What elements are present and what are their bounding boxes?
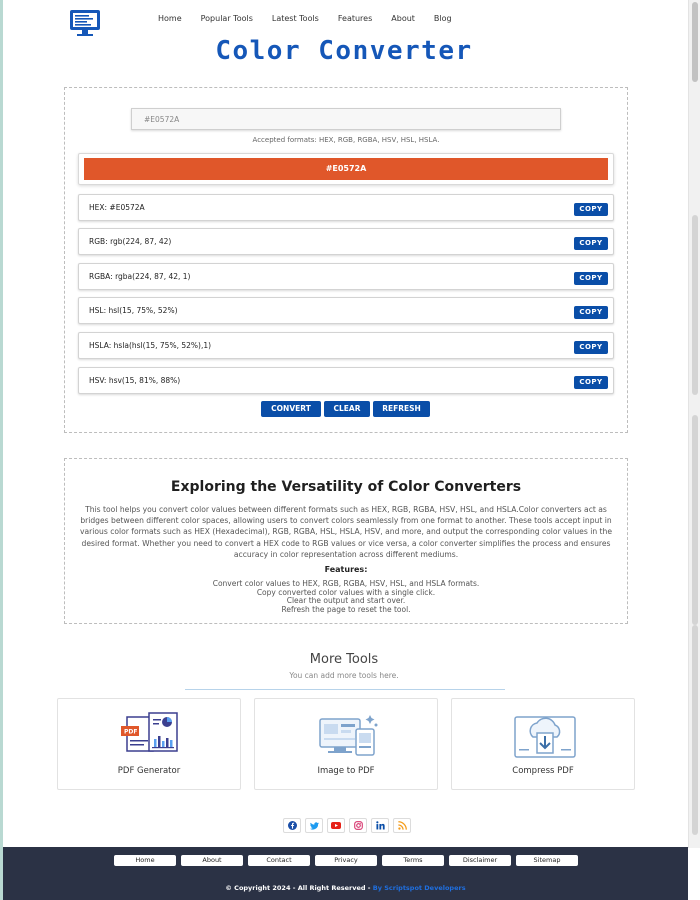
output-value-hsla: HSLA: hsla(hsl(15, 75%, 52%),1) xyxy=(89,341,212,350)
footer-link-about[interactable]: About xyxy=(181,855,243,866)
footer-link-privacy[interactable]: Privacy xyxy=(315,855,377,866)
output-value-rgb: RGB: rgb(224, 87, 42) xyxy=(89,237,172,246)
tool-label: Compress PDF xyxy=(512,766,574,776)
linkedin-icon[interactable] xyxy=(371,818,389,833)
site-header xyxy=(0,0,688,40)
footer-link-disclaimer[interactable]: Disclaimer xyxy=(449,855,511,866)
youtube-icon[interactable] xyxy=(327,818,345,833)
nav-home[interactable]: Home xyxy=(158,14,182,23)
output-row-hex xyxy=(78,194,614,221)
copyright-prefix: © Copyright 2024 - All Right Reserved - xyxy=(225,884,373,892)
output-value-hsv: HSV: hsv(15, 81%, 88%) xyxy=(89,376,181,385)
nav-about[interactable]: About xyxy=(391,14,415,23)
nav-features[interactable]: Features xyxy=(337,14,373,23)
feature-item: Convert color values to HEX, RGB, RGBA, HSV, HSL, and HSLA formats. xyxy=(212,579,480,588)
site-footer xyxy=(3,847,688,900)
tool-label: PDF Generator xyxy=(117,766,181,776)
features-list xyxy=(65,580,627,614)
info-section xyxy=(64,458,628,624)
social-links xyxy=(283,818,411,833)
features-heading: Features: xyxy=(324,565,368,574)
more-tools-subtitle: You can add more tools here. xyxy=(289,671,399,680)
convert-button[interactable]: CONVERT xyxy=(261,401,321,417)
output-value-hex: HEX: #E0572A xyxy=(89,203,145,212)
output-row-hsv xyxy=(78,367,614,394)
pdf-generator-icon xyxy=(119,711,183,763)
scrollbar-thumb[interactable] xyxy=(692,2,698,82)
compress-pdf-icon xyxy=(513,711,577,763)
feature-item: Refresh the page to reset the tool. xyxy=(281,604,411,614)
copy-hsv-button[interactable]: COPY xyxy=(574,376,608,389)
nav-popular-tools[interactable]: Popular Tools xyxy=(200,14,253,23)
page-frame-edge xyxy=(0,0,3,900)
developer-link[interactable]: By Scriptspot Developers xyxy=(372,884,466,892)
vertical-scrollbar[interactable] xyxy=(688,0,700,848)
more-tools-title: More Tools xyxy=(309,652,379,667)
tool-card-compress-pdf[interactable] xyxy=(451,698,635,790)
main-nav xyxy=(158,14,471,23)
footer-link-sitemap[interactable]: Sitemap xyxy=(516,855,578,866)
output-row-rgba xyxy=(78,263,614,290)
copy-rgb-button[interactable]: COPY xyxy=(574,237,608,250)
clear-button[interactable]: CLEAR xyxy=(324,401,370,417)
feature-item: Copy converted color values with a single click. xyxy=(256,587,436,597)
copy-rgba-button[interactable]: COPY xyxy=(574,272,608,285)
action-buttons xyxy=(261,401,430,417)
instagram-icon[interactable] xyxy=(349,818,367,833)
scrollbar-track-mark xyxy=(692,625,698,835)
color-preview-container xyxy=(78,153,614,185)
output-row-rgb xyxy=(78,228,614,255)
converter-panel xyxy=(64,87,628,433)
output-row-hsl xyxy=(78,297,614,324)
page-title: Color Converter xyxy=(215,36,473,66)
refresh-button[interactable]: REFRESH xyxy=(373,401,430,417)
footer-link-terms[interactable]: Terms xyxy=(382,855,444,866)
scrollbar-track-mark xyxy=(692,415,698,625)
svg-text:PDF: PDF xyxy=(124,728,138,736)
output-value-rgba: RGBA: rgba(224, 87, 42, 1) xyxy=(89,272,191,281)
color-input[interactable]: #E0572A xyxy=(131,108,561,130)
copyright-text xyxy=(3,884,688,892)
rss-icon[interactable] xyxy=(393,818,411,833)
monitor-icon[interactable] xyxy=(68,8,102,38)
scrollbar-track-mark xyxy=(692,215,698,395)
nav-latest-tools[interactable]: Latest Tools xyxy=(271,14,319,23)
copy-hsl-button[interactable]: COPY xyxy=(574,306,608,319)
output-value-hsl: HSL: hsl(15, 75%, 52%) xyxy=(89,306,178,315)
nav-blog[interactable]: Blog xyxy=(433,14,452,23)
twitter-icon[interactable] xyxy=(305,818,323,833)
tool-label: Image to PDF xyxy=(317,766,375,776)
tool-card-pdf-generator[interactable] xyxy=(57,698,241,790)
info-paragraph: This tool helps you convert color values between different formats such as HEX, RGB, RGBA, HSV, HSL, and HSLA.Color converters act as bridges between different color spaces, allowing users to convert colors seamlessly from one format to another. These tools accept input in various color formats such as HEX (Hexadecimal), RGB, RGBA, HSL, HSLA, HSV, and more, and output the corresponding color values in the desired format. Whether you need to convert a HEX code to RGB values or vice versa, a color converter simplifies the process and ensures accuracy in color representation across different mediums. xyxy=(79,505,613,559)
copy-hsla-button[interactable]: COPY xyxy=(574,341,608,354)
accepted-formats-note: Accepted formats: HEX, RGB, RGBA, HSV, HSL, HSLA. xyxy=(252,136,440,144)
image-to-pdf-icon xyxy=(316,711,380,763)
color-preview-swatch: #E0572A xyxy=(84,158,608,180)
footer-link-contact[interactable]: Contact xyxy=(248,855,310,866)
section-divider xyxy=(185,689,505,690)
footer-links xyxy=(114,855,578,866)
info-title: Exploring the Versatility of Color Converters xyxy=(170,479,522,495)
copy-hex-button[interactable]: COPY xyxy=(574,203,608,216)
output-row-hsla xyxy=(78,332,614,359)
facebook-icon[interactable] xyxy=(283,818,301,833)
footer-link-home[interactable]: Home xyxy=(114,855,176,866)
tool-card-image-to-pdf[interactable] xyxy=(254,698,438,790)
feature-item: Clear the output and start over. xyxy=(286,596,406,606)
